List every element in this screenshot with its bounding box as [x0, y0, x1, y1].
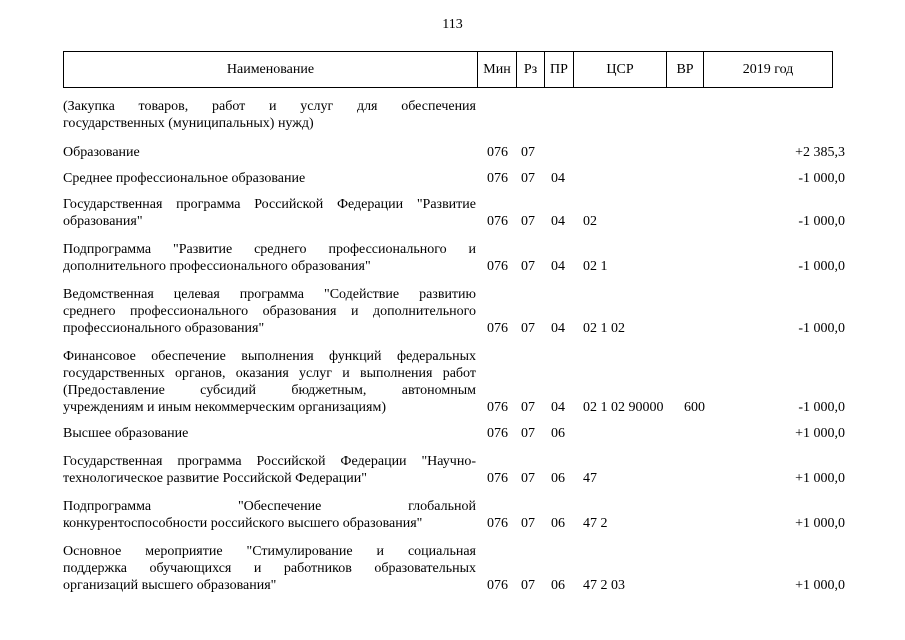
header-csr: ЦСР	[574, 52, 667, 88]
header-rz: Рз	[517, 52, 545, 88]
row-min: 076	[487, 471, 508, 486]
row-name-line: профессионального образования"	[63, 321, 265, 336]
row-pr: 06	[551, 426, 565, 441]
table-row	[63, 98, 845, 132]
row-name-line: Государственная программа Российской Федерации "Развитие	[63, 197, 476, 212]
row-vr: 600	[684, 400, 705, 415]
row-pr: 04	[551, 171, 565, 186]
row-name-line: государственных органов, оказания услуг и выполнения работ	[63, 366, 476, 381]
row-name-line: (Закупка товаров, работ и услуг для обеспечения	[63, 99, 476, 114]
row-min: 076	[487, 321, 508, 336]
row-codes	[63, 320, 845, 337]
header-year: 2019 год	[704, 52, 833, 88]
row-amount: +1 000,0	[795, 516, 845, 531]
row-amount: -1 000,0	[798, 321, 845, 336]
table-row	[63, 196, 845, 230]
row-name-line: Образование	[63, 145, 140, 160]
row-pr: 04	[551, 214, 565, 229]
row-codes	[63, 144, 845, 161]
row-name-line: учреждениям и иным некоммерческим организациям)	[63, 400, 387, 415]
table-row	[63, 286, 845, 337]
row-name-line: Подпрограмма "Обеспечение глобальной	[63, 499, 476, 514]
row-min: 076	[487, 259, 508, 274]
row-name-line: поддержка обучающихся и работников образовательных	[63, 561, 476, 576]
table-header	[63, 51, 833, 88]
budget-rows	[63, 98, 845, 594]
page-number: 113	[442, 17, 463, 32]
row-codes	[63, 577, 845, 594]
row-rz: 07	[521, 426, 535, 441]
row-rz: 07	[521, 516, 535, 531]
row-amount: +1 000,0	[795, 578, 845, 593]
row-min: 076	[487, 171, 508, 186]
row-codes	[63, 470, 845, 487]
table-row	[63, 241, 845, 275]
row-rz: 07	[521, 171, 535, 186]
row-csr: 47	[583, 471, 597, 486]
row-rz: 07	[521, 578, 535, 593]
row-name-line: образования"	[63, 214, 143, 229]
row-pr: 06	[551, 578, 565, 593]
row-name-line: Финансовое обеспечение выполнения функций федеральных	[63, 349, 476, 364]
row-codes	[63, 213, 845, 230]
row-name-line: Государственная программа Российской Федерации "Научно-	[63, 454, 476, 469]
row-rz: 07	[521, 400, 535, 415]
row-amount: -1 000,0	[798, 214, 845, 229]
row-pr: 04	[551, 321, 565, 336]
table-row	[63, 543, 845, 594]
row-name-line: Высшее образование	[63, 426, 189, 441]
row-pr: 06	[551, 516, 565, 531]
row-name-line: Основное мероприятие "Стимулирование и социальная	[63, 544, 476, 559]
table-row	[63, 170, 845, 187]
table-row	[63, 425, 845, 442]
row-amount: +2 385,3	[795, 145, 845, 160]
row-rz: 07	[521, 321, 535, 336]
header-pr: ПР	[545, 52, 574, 88]
row-csr: 47 2 03	[583, 578, 625, 593]
row-name-line: технологическое развитие Российской Федерации"	[63, 471, 367, 486]
row-rz: 07	[521, 214, 535, 229]
row-name-line: конкурентоспособности российского высшего образования"	[63, 516, 423, 531]
row-rz: 07	[521, 471, 535, 486]
row-codes	[63, 170, 845, 187]
header-name: Наименование	[64, 52, 478, 88]
row-rz: 07	[521, 259, 535, 274]
row-min: 076	[487, 426, 508, 441]
table-row	[63, 144, 845, 161]
row-amount: -1 000,0	[798, 171, 845, 186]
table-row	[63, 453, 845, 487]
row-name-line: Подпрограмма "Развитие среднего профессионального и	[63, 242, 476, 257]
table-row	[63, 348, 845, 416]
row-codes	[63, 425, 845, 442]
row-pr: 04	[551, 259, 565, 274]
row-pr: 04	[551, 400, 565, 415]
row-pr: 06	[551, 471, 565, 486]
row-name-line: (Предоставление субсидий бюджетным, автономным	[63, 383, 476, 398]
row-amount: -1 000,0	[798, 259, 845, 274]
row-codes	[63, 258, 845, 275]
row-csr: 02 1 02	[583, 321, 625, 336]
row-min: 076	[487, 145, 508, 160]
header-vr: ВР	[667, 52, 704, 88]
row-codes	[63, 115, 845, 132]
row-amount: +1 000,0	[795, 426, 845, 441]
row-min: 076	[487, 516, 508, 531]
header-min: Мин	[478, 52, 517, 88]
row-csr: 02 1	[583, 259, 608, 274]
row-csr: 02 1 02 90000	[583, 400, 664, 415]
row-name-line: среднего профессионального образования и дополнительного	[63, 304, 476, 319]
row-name-line: организаций высшего образования"	[63, 578, 277, 593]
row-min: 076	[487, 578, 508, 593]
row-name-line: дополнительного профессионального образования"	[63, 259, 371, 274]
row-rz: 07	[521, 145, 535, 160]
row-csr: 02	[583, 214, 597, 229]
row-name-line: Ведомственная целевая программа "Содействие развитию	[63, 287, 476, 302]
row-amount: -1 000,0	[798, 400, 845, 415]
row-min: 076	[487, 400, 508, 415]
row-min: 076	[487, 214, 508, 229]
row-name-line: Среднее профессиональное образование	[63, 171, 306, 186]
row-amount: +1 000,0	[795, 471, 845, 486]
row-codes	[63, 515, 845, 532]
row-codes	[63, 399, 845, 416]
row-name-line: государственных (муниципальных) нужд)	[63, 116, 314, 131]
row-csr: 47 2	[583, 516, 608, 531]
table-row	[63, 498, 845, 532]
